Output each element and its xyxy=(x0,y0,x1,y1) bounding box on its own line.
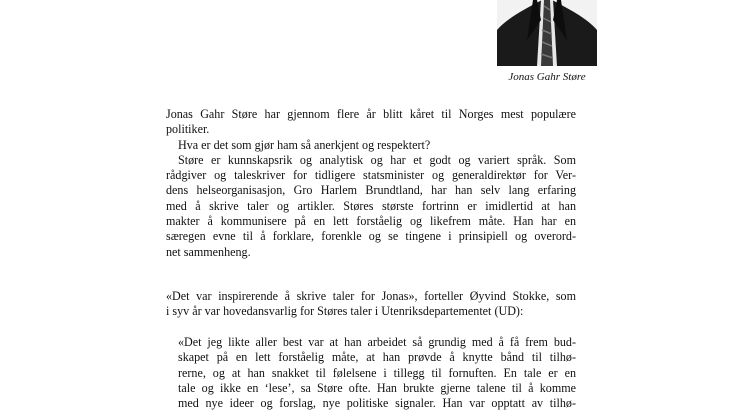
text-line: dens helseorganisasjon, Gro Harlem Brundtland, har han selv lang erfaring xyxy=(166,183,576,198)
text-line: rådgiver og taleskriver for tidligere statsminister og generaldirektør for Ver- xyxy=(166,168,576,183)
text-line: Jonas Gahr Støre har gjennom flere år blitt kåret til Norges mest populære xyxy=(166,107,576,121)
text-line: rerne, og at han snakket til følelsene i tillegg til fornuften. En tale er en xyxy=(178,365,576,380)
text-line: makter å kommunisere på en lett forståelig og likefrem måte. Han har en xyxy=(166,214,576,229)
text-line: med å skrive taler og artikler. Støres største fortrinn er imidlertid at han xyxy=(166,198,576,213)
text-line: «Det jeg likte aller best var at han arbeidet så grundig med å få frem bud- xyxy=(178,335,576,349)
article-paragraph-intro xyxy=(166,107,576,260)
text-line: Støre er kunnskapsrik og analytisk og har et godt og variert språk. Som xyxy=(178,152,576,167)
text-line: skapet på en lett forståelig måte, at han prøvde å knytte bånd til tilhø- xyxy=(178,350,576,365)
portrait-photo xyxy=(497,0,597,66)
article-blockquote xyxy=(178,335,576,411)
text-line: særegen evne til å forklare, forenkle og se tingene i prinsipiell og overord- xyxy=(166,229,576,244)
photo-caption: Jonas Gahr Støre xyxy=(508,71,586,83)
text-line: «Det var inspirerende å skrive taler for Jonas», forteller Øyvind Stokke, som xyxy=(166,289,576,303)
text-line: tale og ikke en ‘lese’, sa Støre ofte. Han brukte gjerne talene til å komme xyxy=(178,380,576,395)
portrait-illustration xyxy=(497,0,597,66)
text-line: i syv år var hovedansvarlig for Støres taler i Utenriksdepartementet (UD): xyxy=(166,304,524,319)
text-line: Hva er det som gjør ham så anerkjent og respektert? xyxy=(178,137,431,152)
text-line: net sammenheng. xyxy=(166,244,251,259)
text-line: med nye ideer og forslag, nye politiske signaler. Han var opptatt av tilhø- xyxy=(178,396,576,411)
article-paragraph-stokke xyxy=(166,289,576,320)
text-line: politiker. xyxy=(166,122,210,137)
